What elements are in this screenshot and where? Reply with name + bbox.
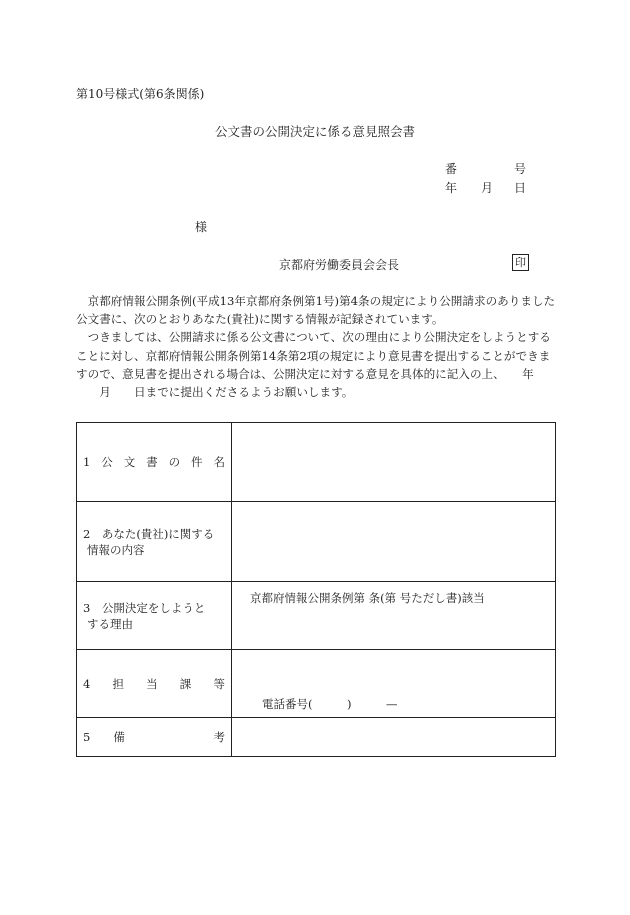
label-information-content-line2: 情報の内容 [87,542,145,557]
seal-mark: 印 [512,254,529,271]
phone-label: 電話番号( [262,696,313,711]
remarks-left [83,729,125,745]
phone-paren-close: ) [347,696,352,711]
label-department-text [83,676,231,692]
value-disclosure-reason[interactable] [232,582,556,650]
label-char: 考 [213,730,225,744]
label-remarks-text [83,729,231,745]
label-information-content [77,502,232,582]
label-department [77,650,232,718]
date-year-label: 年 [445,181,458,195]
issuer-name: 京都府労働委員会会長 [279,258,400,272]
paragraph-1 [76,292,556,328]
phone-number-line [250,696,555,712]
label-text: あなた(貴社)に関する [101,526,215,541]
value-information-content[interactable] [232,502,556,582]
row-number: 5 [83,730,91,744]
paragraph-2-year: 年 [522,366,534,381]
label-information-content-line1 [83,526,231,542]
table-row-remarks [77,718,556,757]
paragraph-2-deadline [76,383,556,401]
label-char: 名 [213,455,225,469]
information-table [76,422,556,757]
row-number: 2 [83,526,91,541]
paragraph-2-end: 日までに提出くださるようお願いします。 [134,385,354,400]
number-suffix-label: 号 [514,162,527,176]
value-remarks[interactable] [232,718,556,757]
row-number: 4 [83,676,91,691]
number-label: 番 [445,162,458,176]
body-text [76,292,556,401]
table-row-department [77,650,556,718]
row-number: 1 [83,455,91,469]
label-char: 備 [113,730,125,744]
label-document-subject-text [83,454,231,470]
document-title: 公文書の公開決定に係る意見照会書 [214,124,415,139]
label-char: 等 [213,676,225,691]
phone-dash: — [386,696,398,711]
table-row-reason [77,582,556,650]
value-document-subject[interactable] [232,423,556,502]
addressee-honorific: 様 [195,220,208,234]
paragraph-2 [76,328,556,383]
label-char: 書 [146,455,158,469]
ordinance-clause-text: 京都府情報公開条例第 条(第 号ただし書)該当 [250,591,485,605]
label-remarks [77,718,232,757]
label-char: 文 [123,455,136,469]
paragraph-2-text: つきましては、公開請求に係る公文書について、次の理由により公開決定をしようとすることに対し、京都府情報公開条例第14条第2項の規定により意見書を提出することができますので、意見書を提出される場合は、公開決定に対する意見を具体的に記入の上、 [76,330,551,381]
value-department[interactable] [232,650,556,718]
table-row-subject [77,423,556,502]
table-row-info-content [77,502,556,582]
label-document-subject [77,423,232,502]
label-disclosure-reason-line1 [83,600,231,616]
date-month-label: 月 [481,181,494,195]
paragraph-1-text: 京都府情報公開条例(平成13年京都府条例第1号)第4条の規定により公開請求のありました公文書に、次のとおりあなた(貴社)に関する情報が記録されています。 [76,294,556,327]
label-disclosure-reason [77,582,232,650]
label-char: 公 [101,455,113,469]
label-disclosure-reason-line2: する理由 [87,616,133,631]
label-char: 担 [112,676,124,691]
paragraph-2-month: 月 [99,385,111,400]
row-number: 3 [83,600,91,615]
label-text: 公開決定をしようと [101,600,206,615]
date-day-label: 日 [514,181,527,195]
label-char: 件 [191,455,203,469]
label-char: 当 [146,676,158,691]
label-char: の [168,455,181,469]
form-number-label: 第10号様式(第6条関係) [76,87,205,101]
label-char: 課 [179,676,192,691]
